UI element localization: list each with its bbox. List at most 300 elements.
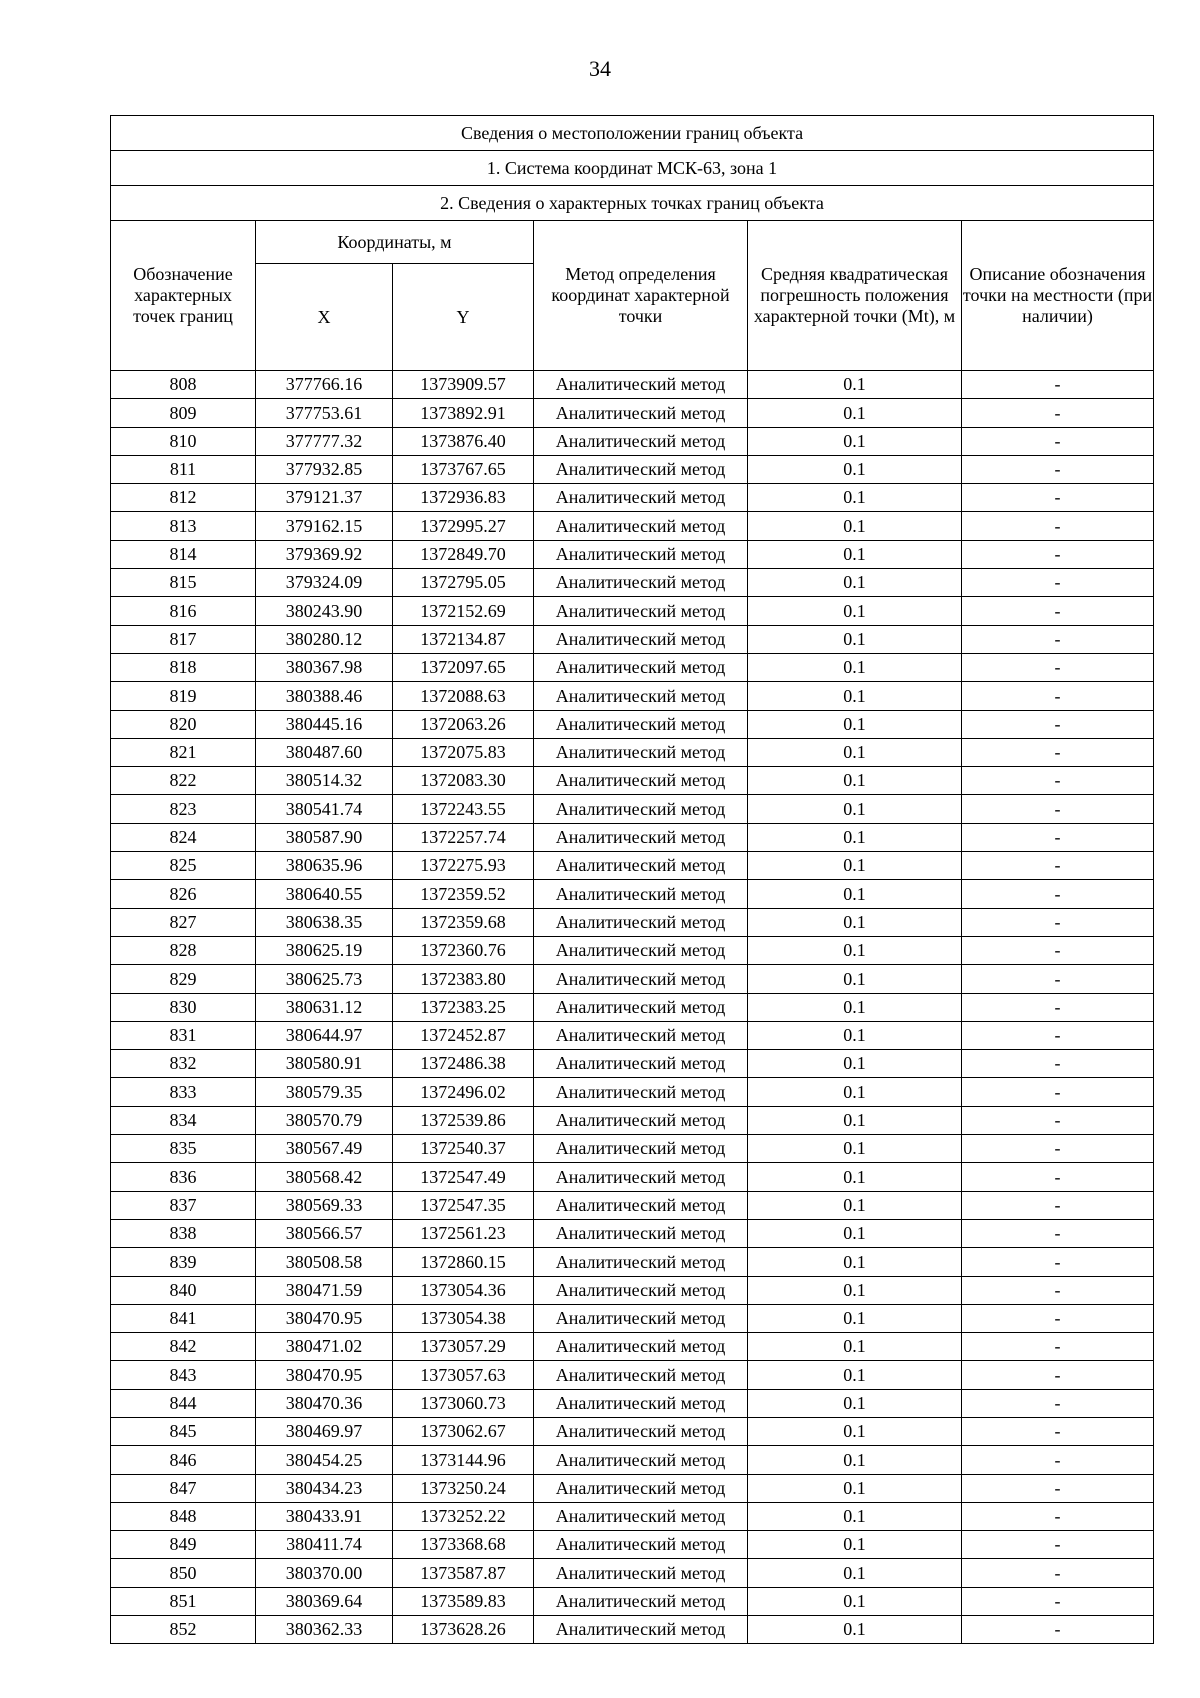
x-coordinate-cell: 380433.91 [256,1502,393,1530]
table-row [111,767,1154,795]
table-row [111,795,1154,823]
description-cell: - [962,965,1154,993]
error-cell: 0.1 [748,852,962,880]
y-coordinate-cell: 1372075.83 [393,738,534,766]
x-coordinate-cell: 377766.16 [256,371,393,399]
y-coordinate-cell: 1372452.87 [393,1021,534,1049]
point-number-cell: 822 [111,767,256,795]
x-coordinate-cell: 380640.55 [256,880,393,908]
x-coordinate-cell: 380469.97 [256,1417,393,1445]
error-cell: 0.1 [748,1276,962,1304]
y-coordinate-cell: 1373250.24 [393,1474,534,1502]
point-number-cell: 847 [111,1474,256,1502]
y-coordinate-cell: 1372063.26 [393,710,534,738]
description-cell: - [962,1021,1154,1049]
y-coordinate-cell: 1372539.86 [393,1106,534,1134]
error-cell: 0.1 [748,653,962,681]
point-number-cell: 845 [111,1417,256,1445]
error-cell: 0.1 [748,710,962,738]
point-number-cell: 825 [111,852,256,880]
table-row [111,1106,1154,1134]
error-cell: 0.1 [748,1559,962,1587]
error-cell: 0.1 [748,908,962,936]
error-cell: 0.1 [748,1474,962,1502]
error-cell: 0.1 [748,569,962,597]
error-cell: 0.1 [748,1389,962,1417]
description-cell: - [962,455,1154,483]
error-cell: 0.1 [748,1616,962,1644]
method-cell: Аналитический метод [534,427,748,455]
method-cell: Аналитический метод [534,1163,748,1191]
point-number-cell: 838 [111,1219,256,1247]
method-cell: Аналитический метод [534,1106,748,1134]
x-coordinate-cell: 380635.96 [256,852,393,880]
error-cell: 0.1 [748,1078,962,1106]
error-cell: 0.1 [748,484,962,512]
description-cell: - [962,710,1154,738]
description-cell: - [962,880,1154,908]
y-coordinate-cell: 1372097.65 [393,653,534,681]
x-coordinate-cell: 377753.61 [256,399,393,427]
x-coordinate-cell: 380514.32 [256,767,393,795]
x-coordinate-cell: 380487.60 [256,738,393,766]
point-number-cell: 812 [111,484,256,512]
x-coordinate-cell: 380471.59 [256,1276,393,1304]
description-cell: - [962,767,1154,795]
error-cell: 0.1 [748,540,962,568]
table-row [111,1502,1154,1530]
table-row [111,1078,1154,1106]
x-coordinate-cell: 380580.91 [256,1050,393,1078]
point-number-cell: 848 [111,1502,256,1530]
y-coordinate-cell: 1373767.65 [393,455,534,483]
point-number-cell: 814 [111,540,256,568]
point-number-cell: 824 [111,823,256,851]
table-row [111,512,1154,540]
point-number-cell: 820 [111,710,256,738]
method-cell: Аналитический метод [534,965,748,993]
x-coordinate-cell: 380367.98 [256,653,393,681]
y-coordinate-cell: 1372547.35 [393,1191,534,1219]
error-cell: 0.1 [748,880,962,908]
error-cell: 0.1 [748,1587,962,1615]
y-coordinate-cell: 1373144.96 [393,1446,534,1474]
error-cell: 0.1 [748,823,962,851]
method-cell: Аналитический метод [534,1304,748,1332]
page-number: 34 [589,56,611,81]
table-row [111,484,1154,512]
table-row [111,1417,1154,1445]
table-row [111,540,1154,568]
x-coordinate-cell: 379324.09 [256,569,393,597]
description-cell: - [962,1616,1154,1644]
point-number-cell: 850 [111,1559,256,1587]
method-cell: Аналитический метод [534,767,748,795]
header-coordinates: Координаты, м [256,221,534,264]
method-cell: Аналитический метод [534,399,748,427]
point-number-cell: 835 [111,1135,256,1163]
y-coordinate-cell: 1372083.30 [393,767,534,795]
x-coordinate-cell: 380470.95 [256,1304,393,1332]
x-coordinate-cell: 380470.36 [256,1389,393,1417]
table-row [111,1163,1154,1191]
error-cell: 0.1 [748,1106,962,1134]
x-coordinate-cell: 380569.33 [256,1191,393,1219]
point-number-cell: 808 [111,371,256,399]
table-row [111,1446,1154,1474]
y-coordinate-cell: 1372486.38 [393,1050,534,1078]
table-row [111,1191,1154,1219]
x-coordinate-cell: 380362.33 [256,1616,393,1644]
table-row [111,1219,1154,1247]
method-cell: Аналитический метод [534,653,748,681]
method-cell: Аналитический метод [534,1191,748,1219]
method-cell: Аналитический метод [534,1559,748,1587]
error-cell: 0.1 [748,795,962,823]
description-cell: - [962,908,1154,936]
point-number-cell: 815 [111,569,256,597]
method-cell: Аналитический метод [534,1616,748,1644]
error-cell: 0.1 [748,1219,962,1247]
method-cell: Аналитический метод [534,1446,748,1474]
method-cell: Аналитический метод [534,1531,748,1559]
error-cell: 0.1 [748,371,962,399]
table-title: Сведения о местоположении границ объекта [111,116,1154,151]
description-cell: - [962,993,1154,1021]
table-row [111,993,1154,1021]
description-cell: - [962,371,1154,399]
y-coordinate-cell: 1372995.27 [393,512,534,540]
description-cell: - [962,795,1154,823]
description-cell: - [962,682,1154,710]
y-coordinate-cell: 1372936.83 [393,484,534,512]
header-description: Описание обозначения точки на местности (при наличии) [962,221,1154,371]
method-cell: Аналитический метод [534,823,748,851]
x-coordinate-cell: 380508.58 [256,1248,393,1276]
method-cell: Аналитический метод [534,1276,748,1304]
y-coordinate-cell: 1372383.25 [393,993,534,1021]
table-row [111,738,1154,766]
y-coordinate-cell: 1373060.73 [393,1389,534,1417]
point-number-cell: 821 [111,738,256,766]
error-cell: 0.1 [748,965,962,993]
description-cell: - [962,1333,1154,1361]
y-coordinate-cell: 1373876.40 [393,427,534,455]
y-coordinate-cell: 1373054.36 [393,1276,534,1304]
x-coordinate-cell: 380570.79 [256,1106,393,1134]
description-cell: - [962,1050,1154,1078]
table-row [111,569,1154,597]
point-number-cell: 852 [111,1616,256,1644]
description-cell: - [962,484,1154,512]
description-cell: - [962,399,1154,427]
point-number-cell: 834 [111,1106,256,1134]
error-cell: 0.1 [748,682,962,710]
x-coordinate-cell: 380631.12 [256,993,393,1021]
method-cell: Аналитический метод [534,540,748,568]
error-cell: 0.1 [748,1191,962,1219]
method-cell: Аналитический метод [534,455,748,483]
x-coordinate-cell: 380280.12 [256,625,393,653]
table-row [111,1474,1154,1502]
x-coordinate-cell: 380541.74 [256,795,393,823]
table-row [111,1050,1154,1078]
error-cell: 0.1 [748,427,962,455]
x-coordinate-cell: 380579.35 [256,1078,393,1106]
y-coordinate-cell: 1372359.68 [393,908,534,936]
x-coordinate-cell: 380587.90 [256,823,393,851]
x-coordinate-cell: 380369.64 [256,1587,393,1615]
x-coordinate-cell: 380445.16 [256,710,393,738]
y-coordinate-cell: 1373589.83 [393,1587,534,1615]
point-number-cell: 827 [111,908,256,936]
method-cell: Аналитический метод [534,738,748,766]
method-cell: Аналитический метод [534,1333,748,1361]
x-coordinate-cell: 380388.46 [256,682,393,710]
table-row [111,455,1154,483]
y-coordinate-cell: 1373057.29 [393,1333,534,1361]
table-row [111,399,1154,427]
description-cell: - [962,1276,1154,1304]
point-number-cell: 830 [111,993,256,1021]
method-cell: Аналитический метод [534,1219,748,1247]
error-cell: 0.1 [748,1135,962,1163]
point-number-cell: 817 [111,625,256,653]
method-cell: Аналитический метод [534,1248,748,1276]
table-row [111,1304,1154,1332]
description-cell: - [962,852,1154,880]
error-cell: 0.1 [748,1361,962,1389]
table-row [111,1616,1154,1644]
description-cell: - [962,1248,1154,1276]
description-cell: - [962,823,1154,851]
method-cell: Аналитический метод [534,1389,748,1417]
point-number-cell: 816 [111,597,256,625]
point-number-cell: 829 [111,965,256,993]
method-cell: Аналитический метод [534,569,748,597]
x-coordinate-cell: 380566.57 [256,1219,393,1247]
point-number-cell: 828 [111,936,256,964]
error-cell: 0.1 [748,1333,962,1361]
description-cell: - [962,1446,1154,1474]
error-cell: 0.1 [748,625,962,653]
error-cell: 0.1 [748,1417,962,1445]
point-number-cell: 832 [111,1050,256,1078]
point-number-cell: 836 [111,1163,256,1191]
y-coordinate-cell: 1372088.63 [393,682,534,710]
description-cell: - [962,625,1154,653]
error-cell: 0.1 [748,1304,962,1332]
x-coordinate-cell: 380454.25 [256,1446,393,1474]
table-row [111,597,1154,625]
table-row [111,1135,1154,1163]
y-coordinate-cell: 1372561.23 [393,1219,534,1247]
y-coordinate-cell: 1373368.68 [393,1531,534,1559]
point-number-cell: 819 [111,682,256,710]
y-coordinate-cell: 1372275.93 [393,852,534,880]
point-number-cell: 841 [111,1304,256,1332]
y-coordinate-cell: 1372547.49 [393,1163,534,1191]
y-coordinate-cell: 1372134.87 [393,625,534,653]
error-cell: 0.1 [748,512,962,540]
point-number-cell: 810 [111,427,256,455]
table-row [111,371,1154,399]
method-cell: Аналитический метод [534,1021,748,1049]
y-coordinate-cell: 1372257.74 [393,823,534,851]
description-cell: - [962,540,1154,568]
x-coordinate-cell: 380370.00 [256,1559,393,1587]
point-number-cell: 823 [111,795,256,823]
x-coordinate-cell: 380470.95 [256,1361,393,1389]
header-error: Средняя квадратическая погрешность положения характерной точки (Mt), м [748,221,962,371]
point-number-cell: 826 [111,880,256,908]
y-coordinate-cell: 1372860.15 [393,1248,534,1276]
y-coordinate-cell: 1373057.63 [393,1361,534,1389]
error-cell: 0.1 [748,1021,962,1049]
table-row [111,625,1154,653]
table-row [111,823,1154,851]
x-coordinate-cell: 380411.74 [256,1531,393,1559]
error-cell: 0.1 [748,993,962,1021]
point-number-cell: 809 [111,399,256,427]
point-number-cell: 833 [111,1078,256,1106]
table-row [111,1248,1154,1276]
description-cell: - [962,1417,1154,1445]
point-number-cell: 843 [111,1361,256,1389]
x-coordinate-cell: 379162.15 [256,512,393,540]
description-cell: - [962,1389,1154,1417]
error-cell: 0.1 [748,455,962,483]
point-number-cell: 840 [111,1276,256,1304]
description-cell: - [962,569,1154,597]
header-method: Метод определения координат характерной точки [534,221,748,371]
x-coordinate-cell: 377777.32 [256,427,393,455]
point-number-cell: 844 [111,1389,256,1417]
error-cell: 0.1 [748,767,962,795]
x-coordinate-cell: 380644.97 [256,1021,393,1049]
x-coordinate-cell: 380625.73 [256,965,393,993]
x-coordinate-cell: 377932.85 [256,455,393,483]
y-coordinate-cell: 1372496.02 [393,1078,534,1106]
point-number-cell: 839 [111,1248,256,1276]
description-cell: - [962,1502,1154,1530]
table-row [111,1559,1154,1587]
point-number-cell: 837 [111,1191,256,1219]
method-cell: Аналитический метод [534,936,748,964]
description-cell: - [962,1163,1154,1191]
header-x: X [256,264,393,371]
table-row [111,653,1154,681]
table-row [111,1389,1154,1417]
x-coordinate-cell: 380568.42 [256,1163,393,1191]
header-y: Y [393,264,534,371]
description-cell: - [962,1531,1154,1559]
description-cell: - [962,512,1154,540]
method-cell: Аналитический метод [534,1361,748,1389]
error-cell: 0.1 [748,1502,962,1530]
description-cell: - [962,1559,1154,1587]
point-number-cell: 851 [111,1587,256,1615]
table-row [111,880,1154,908]
table-row [111,908,1154,936]
x-coordinate-cell: 379369.92 [256,540,393,568]
y-coordinate-cell: 1373054.38 [393,1304,534,1332]
coordinate-system-title: 1. Система координат МСК-63, зона 1 [111,151,1154,186]
x-coordinate-cell: 380567.49 [256,1135,393,1163]
method-cell: Аналитический метод [534,512,748,540]
method-cell: Аналитический метод [534,908,748,936]
method-cell: Аналитический метод [534,1474,748,1502]
error-cell: 0.1 [748,1531,962,1559]
y-coordinate-cell: 1372152.69 [393,597,534,625]
y-coordinate-cell: 1373909.57 [393,371,534,399]
description-cell: - [962,1219,1154,1247]
error-cell: 0.1 [748,936,962,964]
table-body [111,371,1154,1644]
x-coordinate-cell: 379121.37 [256,484,393,512]
method-cell: Аналитический метод [534,484,748,512]
method-cell: Аналитический метод [534,371,748,399]
method-cell: Аналитический метод [534,1502,748,1530]
table-row [111,1021,1154,1049]
table-row [111,965,1154,993]
table-row [111,1531,1154,1559]
method-cell: Аналитический метод [534,682,748,710]
method-cell: Аналитический метод [534,880,748,908]
description-cell: - [962,936,1154,964]
y-coordinate-cell: 1373252.22 [393,1502,534,1530]
y-coordinate-cell: 1373587.87 [393,1559,534,1587]
description-cell: - [962,1078,1154,1106]
y-coordinate-cell: 1372360.76 [393,936,534,964]
error-cell: 0.1 [748,1163,962,1191]
table-row [111,1587,1154,1615]
x-coordinate-cell: 380434.23 [256,1474,393,1502]
y-coordinate-cell: 1372849.70 [393,540,534,568]
description-cell: - [962,738,1154,766]
table-row [111,936,1154,964]
method-cell: Аналитический метод [534,1135,748,1163]
table-row [111,682,1154,710]
table-row [111,1276,1154,1304]
y-coordinate-cell: 1373628.26 [393,1616,534,1644]
description-cell: - [962,1106,1154,1134]
error-cell: 0.1 [748,1050,962,1078]
y-coordinate-cell: 1373892.91 [393,399,534,427]
y-coordinate-cell: 1372795.05 [393,569,534,597]
error-cell: 0.1 [748,1248,962,1276]
table-row [111,852,1154,880]
table-row [111,710,1154,738]
x-coordinate-cell: 380625.19 [256,936,393,964]
method-cell: Аналитический метод [534,1050,748,1078]
y-coordinate-cell: 1372540.37 [393,1135,534,1163]
point-number-cell: 842 [111,1333,256,1361]
error-cell: 0.1 [748,738,962,766]
point-number-cell: 831 [111,1021,256,1049]
table-row [111,1361,1154,1389]
x-coordinate-cell: 380638.35 [256,908,393,936]
method-cell: Аналитический метод [534,1417,748,1445]
point-number-cell: 849 [111,1531,256,1559]
description-cell: - [962,1304,1154,1332]
description-cell: - [962,1587,1154,1615]
y-coordinate-cell: 1372359.52 [393,880,534,908]
method-cell: Аналитический метод [534,1078,748,1106]
x-coordinate-cell: 380243.90 [256,597,393,625]
description-cell: - [962,427,1154,455]
header-point: Обозначение характерных точек границ [111,221,256,371]
